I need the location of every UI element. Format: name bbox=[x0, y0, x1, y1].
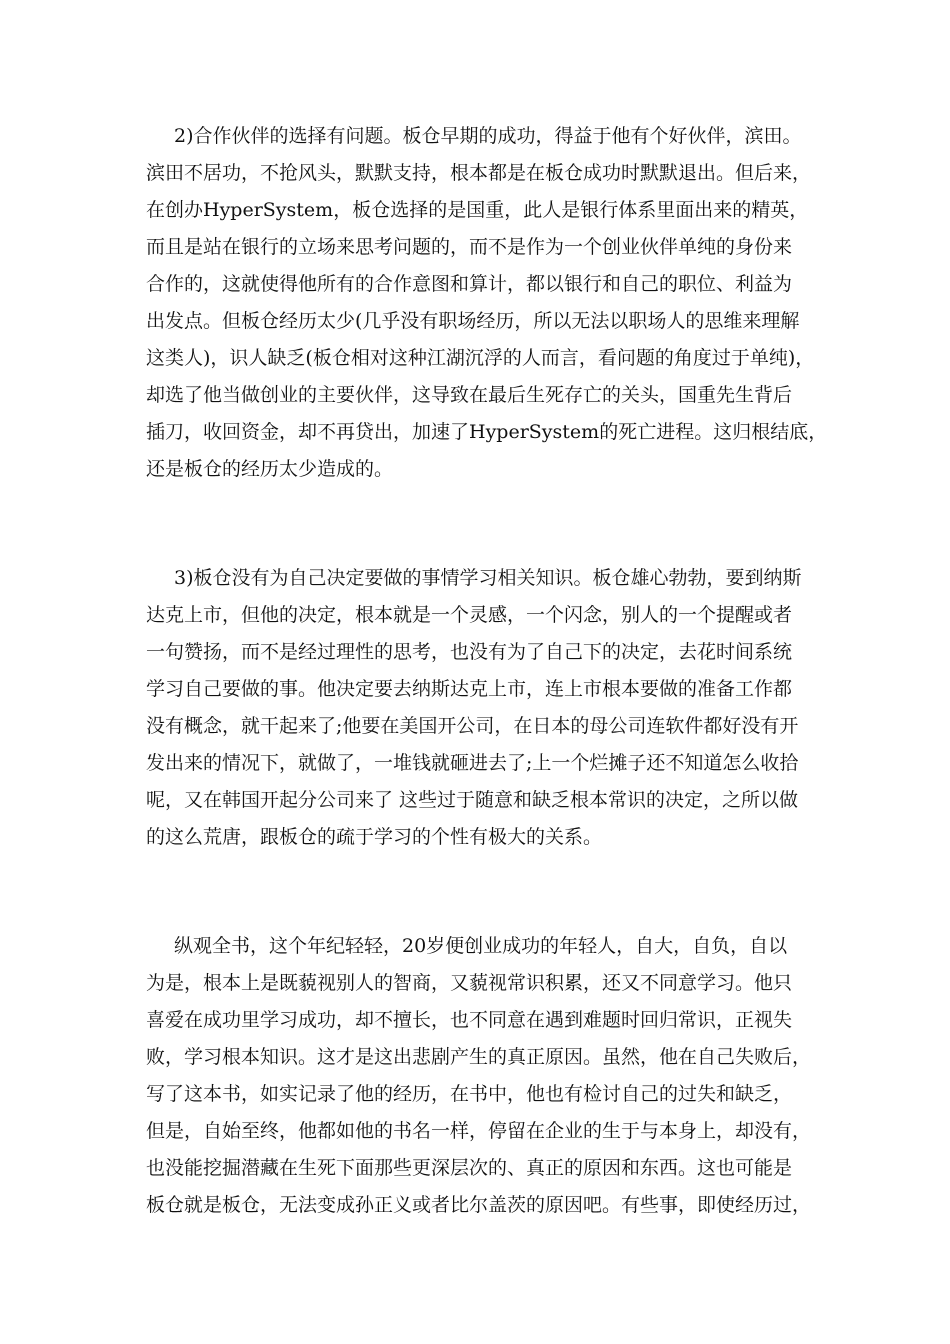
text-line: 学习自己要做的事。他决定要去纳斯达克上市，连上市根本要做的准备工作都 bbox=[146, 678, 793, 700]
text-line: 还是板仓的经历太少造成的。 bbox=[146, 458, 394, 480]
text-line: 3)板仓没有为自己决定要做的事情学习相关知识。板仓雄心勃勃，要到纳斯 bbox=[174, 567, 802, 589]
text-line: 出发点。但板仓经历太少(几乎没有职场经历，所以无法以职场人的思维来理解 bbox=[146, 310, 800, 332]
text-line: 在创办HyperSystem，板仓选择的是国重，此人是银行体系里面出来的精英， bbox=[146, 199, 809, 221]
text-line: 纵观全书，这个年纪轻轻，20岁便创业成功的年轻人，自大，自负，自以 bbox=[174, 935, 788, 957]
text-line: 为是，根本上是既藐视别人的智商，又藐视常识积累，还又不同意学习。他只 bbox=[146, 972, 793, 994]
text-line: 也没能挖掘潜藏在生死下面那些更深层次的、真正的原因和东西。这也可能是 bbox=[146, 1157, 793, 1179]
text-line: 板仓就是板仓，无法变成孙正义或者比尔盖茨的原因吧。有些事，即使经历过， bbox=[146, 1194, 812, 1216]
text-line: 2)合作伙伴的选择有问题。板仓早期的成功，得益于他有个好伙伴，滨田。 bbox=[174, 125, 802, 147]
text-line: 却选了他当做创业的主要伙伴，这导致在最后生死存亡的关头，国重先生背后 bbox=[146, 384, 793, 406]
text-line: 写了这本书，如实记录了他的经历，在书中，他也有检讨自己的过失和缺乏， bbox=[146, 1083, 793, 1105]
text-line: 败，学习根本知识。这才是这出悲剧产生的真正原因。虽然，他在自己失败后， bbox=[146, 1046, 812, 1068]
text-line: 没有概念，就干起来了;他要在美国开公司，在日本的母公司连软件都好没有开 bbox=[146, 715, 799, 737]
text-line: 发出来的情况下，就做了，一堆钱就砸进去了;上一个烂摊子还不知道怎么收拾 bbox=[146, 752, 799, 774]
text-line: 呢，又在韩国开起分公司来了 这些过于随意和缺乏根本常识的决定，之所以做 bbox=[146, 789, 799, 811]
text-line: 但是，自始至终，他都如他的书名一样，停留在企业的生于与本身上，却没有， bbox=[146, 1120, 812, 1142]
text-line: 而且是站在银行的立场来思考问题的，而不是作为一个创业伙伴单纯的身份来 bbox=[146, 236, 793, 258]
text-line: 合作的，这就使得他所有的合作意图和算计，都以银行和自己的职位、利益为 bbox=[146, 273, 793, 295]
text-line: 滨田不居功，不抢风头，默默支持，根本都是在板仓成功时默默退出。但后来， bbox=[146, 162, 812, 184]
text-line: 的这么荒唐，跟板仓的疏于学习的个性有极大的关系。 bbox=[146, 826, 603, 848]
text-line: 达克上市，但他的决定，根本就是一个灵感，一个闪念，别人的一个提醒或者 bbox=[146, 604, 793, 626]
text-line: 一句赞扬，而不是经过理性的思考，也没有为了自己下的决定，去花时间系统 bbox=[146, 641, 793, 663]
text-line: 插刀，收回资金，却不再贷出，加速了HyperSystem的死亡进程。这归根结底， bbox=[146, 421, 828, 443]
text-line: 这类人)，识人缺乏(板仓相对这种江湖沉浮的人而言，看问题的角度过于单纯)， bbox=[146, 347, 815, 369]
text-line: 喜爱在成功里学习成功，却不擅长，也不同意在遇到难题时回归常识，正视失 bbox=[146, 1009, 793, 1031]
